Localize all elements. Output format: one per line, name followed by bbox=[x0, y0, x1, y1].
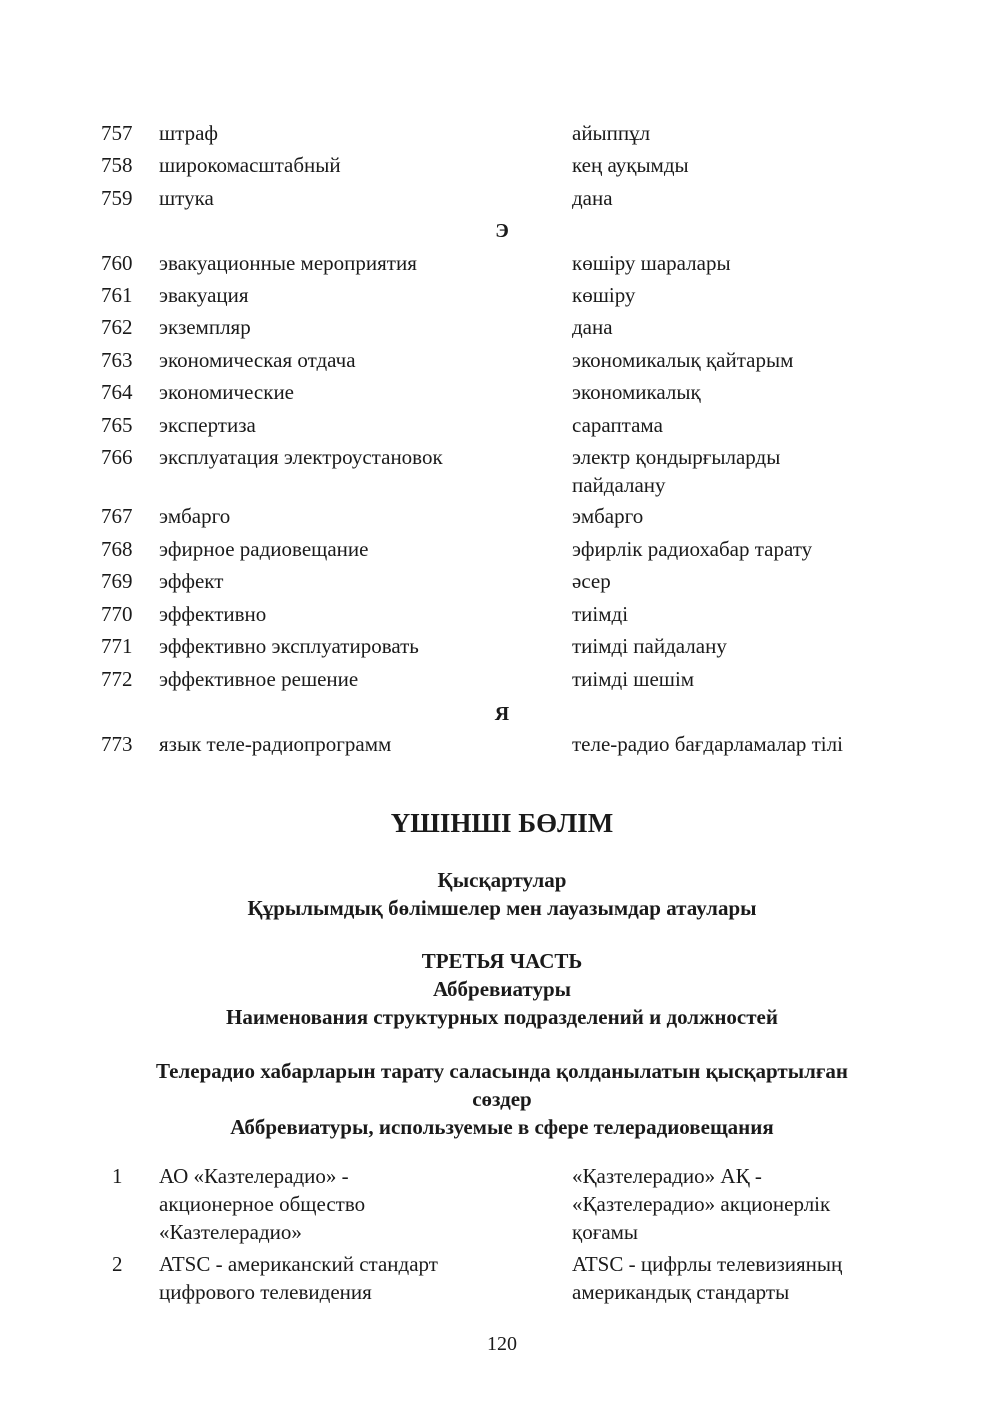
entry-russian: широкомасштабный bbox=[159, 153, 341, 177]
abbr-number: 1 bbox=[112, 1164, 123, 1188]
entry-number: 768 bbox=[101, 537, 133, 561]
entry-russian: экземпляр bbox=[159, 315, 251, 339]
entry-kazakh: эмбарго bbox=[572, 504, 644, 528]
letter-heading-e: Э bbox=[495, 220, 509, 242]
entry-number: 769 bbox=[101, 569, 133, 593]
entry-number: 763 bbox=[101, 348, 133, 372]
entry-russian: штраф bbox=[159, 121, 219, 145]
entry-kazakh: тиімді пайдалану bbox=[572, 634, 727, 658]
section-subtitle-kz-1: Қысқартулар bbox=[437, 868, 567, 892]
section-title-kz: ҮШІНШІ БӨЛІМ bbox=[390, 808, 614, 838]
entry-number: 773 bbox=[101, 732, 133, 756]
entry-number: 766 bbox=[101, 445, 133, 469]
entry-kazakh: көшіру шаралары bbox=[572, 251, 731, 275]
entry-number: 759 bbox=[101, 186, 133, 210]
entry-kazakh: дана bbox=[572, 315, 613, 339]
abbr-russian: АО «Казтелерадио» - акционерное общество «Казтелерадио» bbox=[159, 1164, 366, 1244]
entry-kazakh: экономикалық қайтарым bbox=[572, 348, 794, 372]
entry-number: 770 bbox=[101, 602, 133, 626]
entry-russian: эффективное решение bbox=[159, 667, 359, 691]
abbr-number: 2 bbox=[112, 1252, 123, 1276]
entry-russian: эксплуатация электроустановок bbox=[159, 445, 443, 469]
entry-russian: эфирное радиовещание bbox=[159, 537, 369, 561]
abbr-kazakh: «Қазтелерадио» АҚ - «Қазтелерадио» акционерлік қоғамы bbox=[572, 1164, 831, 1244]
entry-kazakh: әсер bbox=[572, 569, 611, 593]
entry-russian: экономические bbox=[159, 380, 295, 404]
section-subtitle-ru-1: Аббревиатуры bbox=[432, 977, 572, 1001]
entry-number: 772 bbox=[101, 667, 133, 691]
entry-number: 771 bbox=[101, 634, 133, 658]
abbr-heading-ru: Аббревиатуры, используемые в сфере телерадиовещания bbox=[230, 1115, 774, 1139]
entry-kazakh: экономикалық bbox=[572, 380, 701, 404]
entry-kazakh: кең ауқымды bbox=[572, 153, 689, 177]
entry-russian: эвакуация bbox=[159, 283, 249, 307]
entry-number: 757 bbox=[101, 121, 133, 145]
letter-heading-ya: Я bbox=[494, 703, 510, 725]
abbr-heading-kz-line1: Телерадио хабарларын тарату саласында қолданылатын қысқартылған bbox=[155, 1059, 849, 1083]
entry-russian: эффективно bbox=[159, 602, 267, 626]
entry-russian: эффективно эксплуатировать bbox=[159, 634, 419, 658]
entry-kazakh: сараптама bbox=[572, 413, 663, 437]
entry-russian: экспертиза bbox=[159, 413, 256, 437]
entry-russian: штука bbox=[159, 186, 214, 210]
entry-russian: эмбарго bbox=[159, 504, 231, 528]
entry-number: 765 bbox=[101, 413, 133, 437]
entry-number: 760 bbox=[101, 251, 133, 275]
entry-kazakh: электр қондырғыларды пайдалану bbox=[572, 445, 781, 497]
page-number: 120 bbox=[487, 1333, 517, 1355]
section-title-ru: ТРЕТЬЯ ЧАСТЬ bbox=[421, 949, 583, 973]
entry-russian: эффект bbox=[159, 569, 224, 593]
entry-kazakh: көшіру bbox=[572, 283, 636, 307]
entry-russian: экономическая отдача bbox=[159, 348, 356, 372]
entry-kazakh: тиімді шешім bbox=[572, 667, 695, 691]
abbr-russian: ATSC - американский стандарт цифрового телевидения bbox=[159, 1252, 438, 1304]
section-subtitle-kz-2: Құрылымдық бөлімшелер мен лауазымдар атаулары bbox=[247, 896, 757, 920]
abbr-kazakh: ATSC - цифрлы телевизияның американдық стандарты bbox=[572, 1252, 843, 1304]
entry-kazakh: дана bbox=[572, 186, 613, 210]
entry-kazakh: тиімді bbox=[572, 602, 629, 626]
entry-kazakh: эфирлік радиохабар тарату bbox=[572, 537, 813, 561]
entry-kazakh: теле-радио бағдарламалар тілі bbox=[572, 732, 843, 756]
entry-kazakh: айыппұл bbox=[572, 121, 651, 145]
entry-russian: язык теле-радиопрограмм bbox=[159, 732, 392, 756]
entry-russian: эвакуационные мероприятия bbox=[159, 251, 417, 275]
abbr-heading-kz-line2: сөздер bbox=[472, 1087, 532, 1111]
entry-number: 764 bbox=[101, 380, 133, 404]
entry-number: 758 bbox=[101, 153, 133, 177]
entry-number: 762 bbox=[101, 315, 133, 339]
section-subtitle-ru-2: Наименования структурных подразделений и должностей bbox=[226, 1005, 778, 1029]
entry-number: 767 bbox=[101, 504, 133, 528]
entry-number: 761 bbox=[101, 283, 133, 307]
